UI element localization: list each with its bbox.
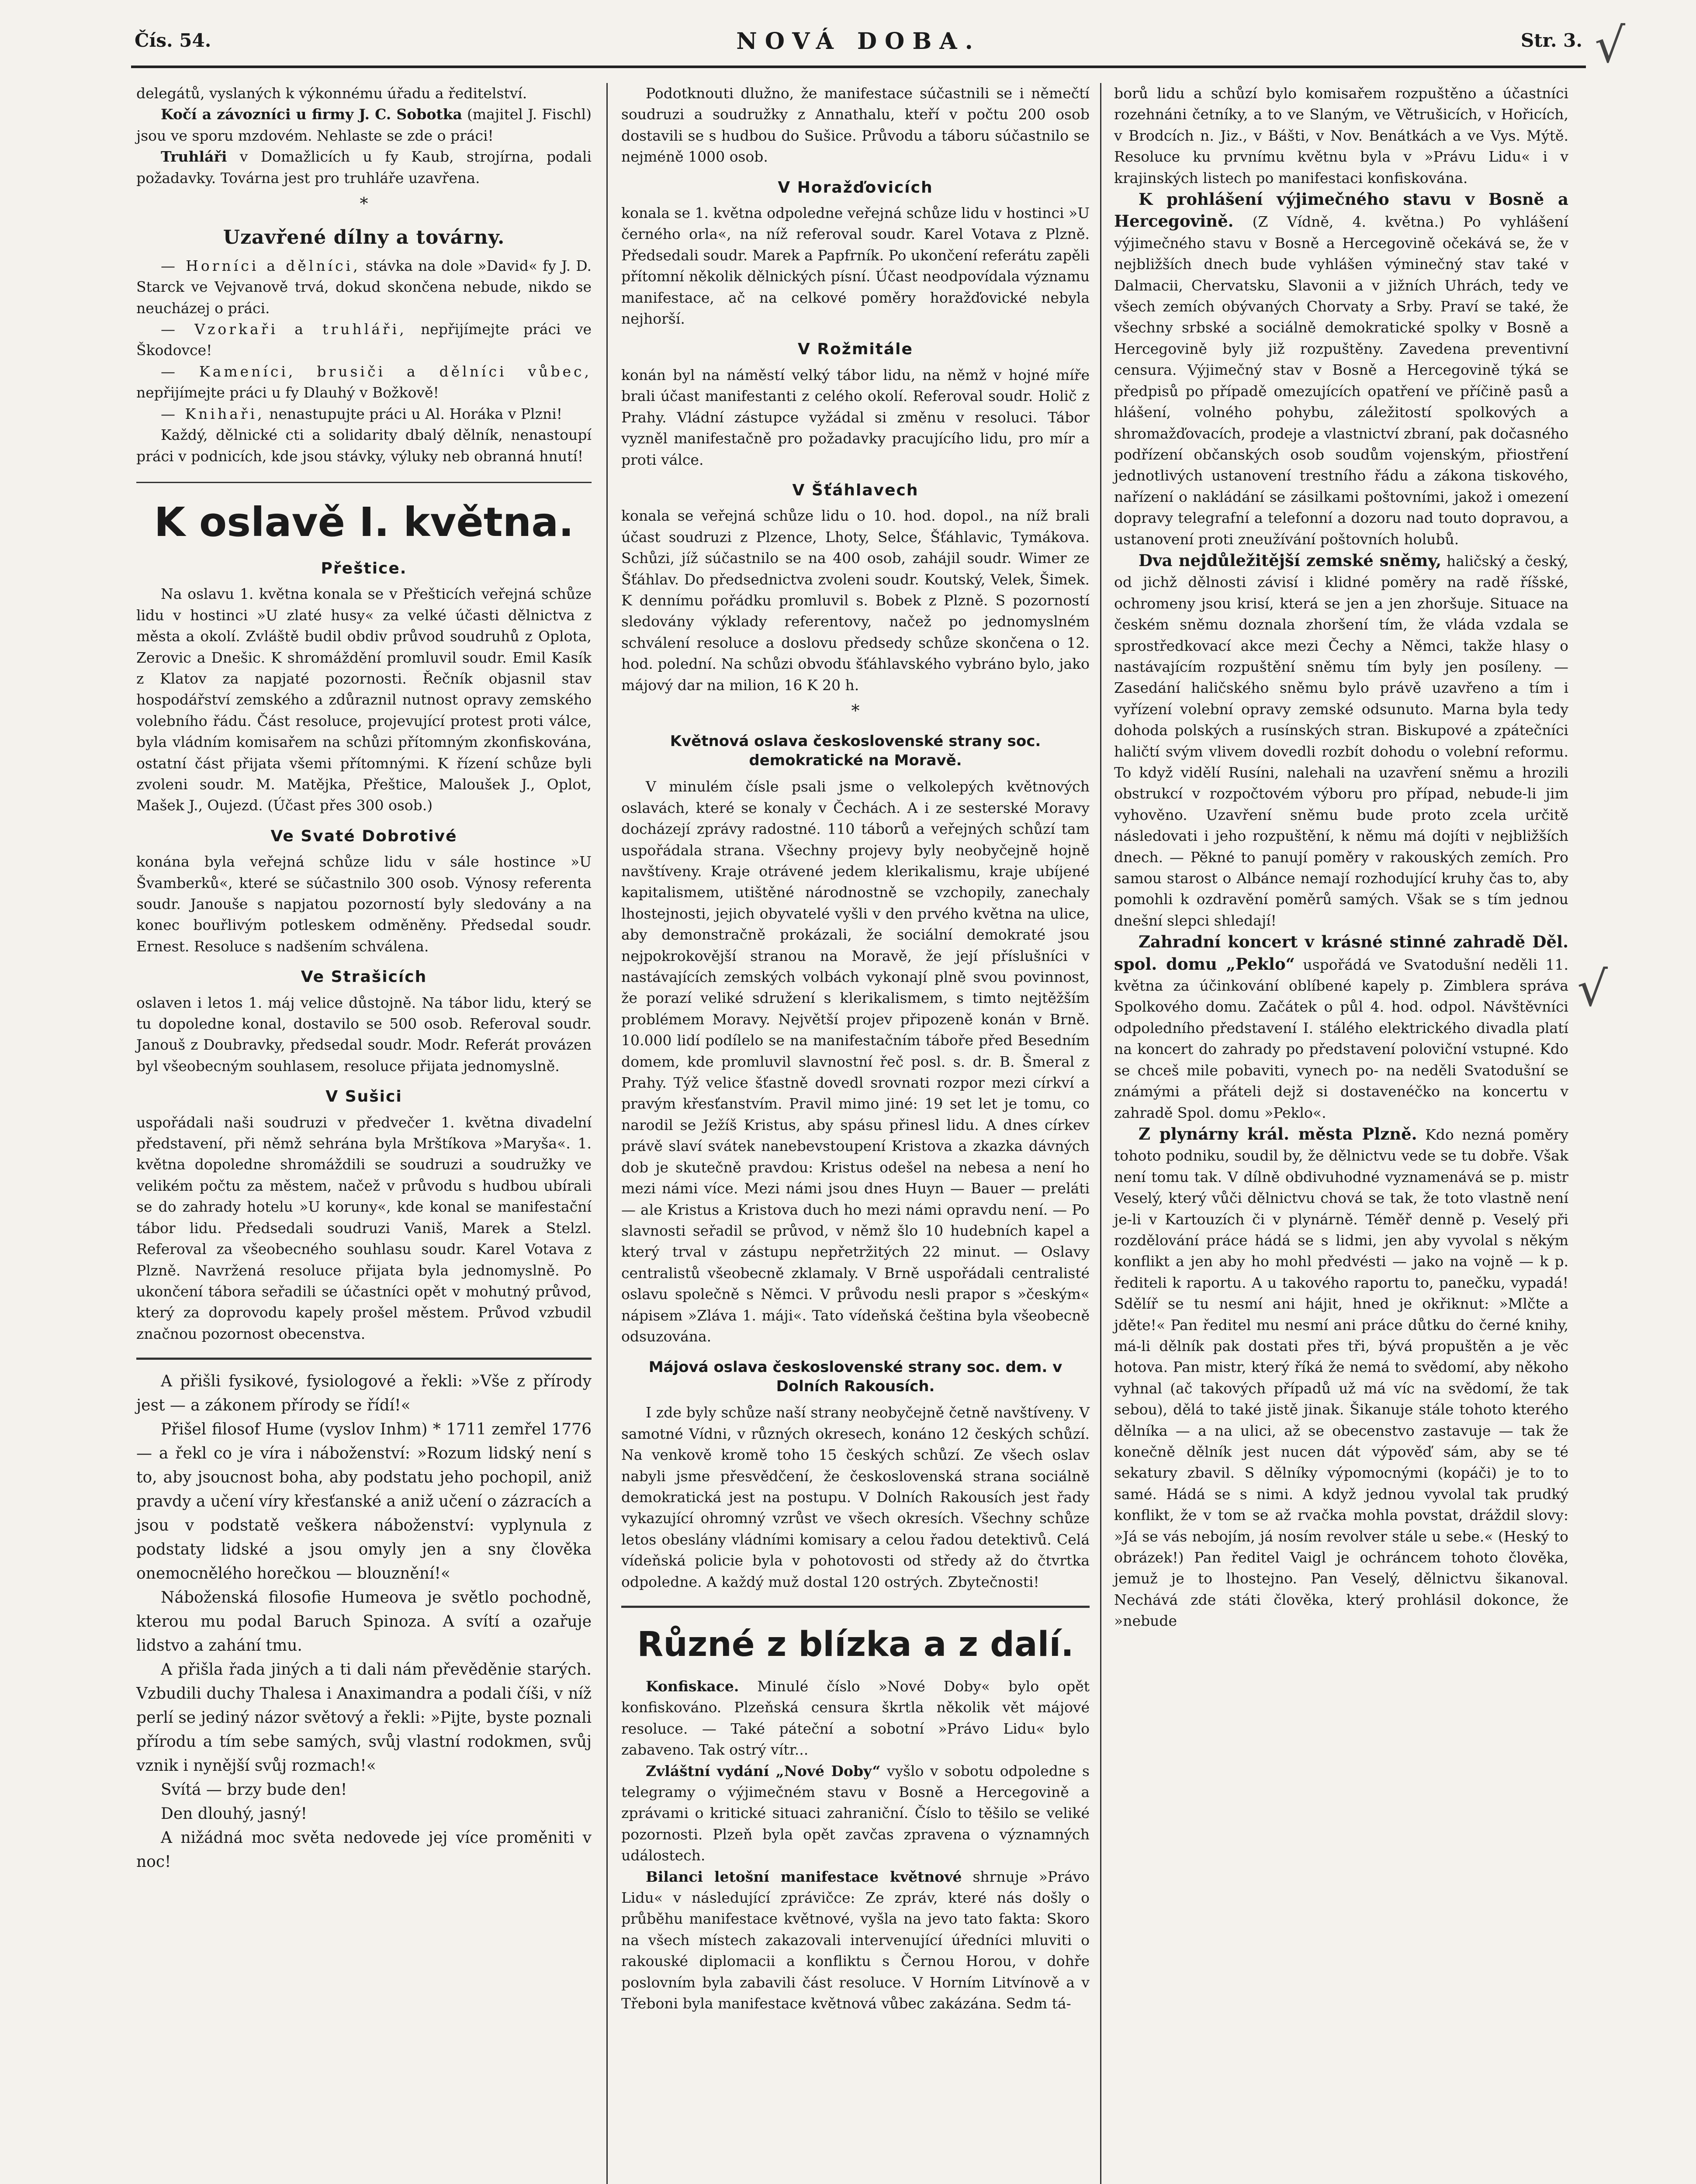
article-paragraph [136,319,592,361]
article-paragraph [1114,1123,1568,1632]
lead-text: Konfiskace. [646,1678,739,1695]
article-paragraph [136,146,592,189]
article-paragraph: Den dlouhý, jasný! [161,1805,307,1823]
lead-text: Kočí a závozníci u firmy J. C. Sobotka [161,106,462,123]
article-paragraph: oslaven i letos 1. máj velice důstojně. Na tábor lidu, který se tu dopoledne konal, dostavilo se 500 osob. Referoval soudr. Janouš z Doubravky, předsedal soudr. Modr. Referát provázen byl všeobecným souhlasem, resoluce přijata jednomyslně. [136,994,592,1075]
issue-number: Čís. 54. [135,30,211,51]
article-paragraph [621,1866,1090,2015]
body-text: nepřijímejte práci u fy Dlauhý v Božkově! [136,384,439,401]
pencil-check-mark-icon: √ [1595,17,1626,73]
article-paragraph: Náboženská filosofie Humeova je světlo pochodně, kterou mu podal Baruch Spinoza. A svítí a ozařuje lidstvo a zahání tmu. [136,1589,592,1655]
article-paragraph: A přišli fysikové, fysiologové a řekli: »Vše z přírody jest — a zákonem přírody se řídí!« [136,1372,592,1415]
lead-text: Z plynárny král. města Plzně. [1139,1124,1417,1144]
body-text: Minulé číslo »Nové Doby« bylo opět konfiskováno. Plzeňská censura škrtla několik vět májové resoluce. — Také páteční a sobotní »Právo Lidu« bylo zabaveno. Tak ostrý vítr... [621,1678,1090,1759]
body-text: (Z Vídně, 4. května.) Po vyhlášení výjimečného stavu v Bosně a Hercegovině očekává se, že v nejbližších dnech bude vyhlášen výminečný stav také v Dalmacii, Chervatsku, Slavonii a v jižních Uhrách, tedy ve všech zemích obývaných Chorvaty a Srby. Praví se také, že všechny srbské a sociálně demokratické spolky v Bosně a Hercegovině byly již rozpuštěny. Zavedena preventivní censura. Výjimečný stav v Bosně a Hercegovině týká se předpisů po případě omezujících opatření ve příčině pasů a hlášení, volného pohybu, záležitostí spolkových a shromažďovacích, prodeje a vlastnictví zbraní, pak dočasného podřízení občanských osob soudům vojenským, přiostření jednotlivých ustanovení trestního řádu a zákona tiskového, nařízení o nakládání se zásilkami poštovními, jakož i omezení dopravy telegrafní a telefonní a dozoru nad touto dopravou, a ustanovení proti zneužívání poštovních holubů. [1114,213,1568,548]
body-text: stávka na dole »David« fy J. D. Starck ve Vejvanově trvá, dokud skončena nebude, nikdo se neucházej o práci. [136,257,592,317]
article-paragraph: V minulém čísle psali jsme o velkolepých květnových oslavách, které se konaly v Čechách. A i ze sesterské Moravy docházejí zprávy radostné. 110 táborů a veřejných schůzí tam uspořádala strana. Všechny projevy byly neobyčejně hojně navštíveny. Kraje otrávené jedem klerikalismu, kraje ubíjené kapitalismem, utištěné národnostně se vzchopily, zanechaly lhostejnosti, jejich obyvatelé vyšli v den prvého května na ulice, aby demonstračně prokázali, že sociální demokraté jsou nejpokrokovější stranou na Moravě, že její příslušníci v nastávajících zemských volbách vykonají plně svou povinnost, že porazí veliké sdružení s klerikalismem, s timto nejtěžším problémem Moravy. Největší projev připozeně konán v Brně. 10.000 lidí podílelo se na manifestačním táboře před Besedním domem, kde promluvil slavnostní řeč posl. s. dr. B. Šmeral z Prahy. Týž velice šťastně dovedl srovnati rozpor mezi církví a pravým křesťanstvím. Pravil mimo jiné: 19 set let je tomu, co narodil se Ježíš Kristus, aby spásu přinesl lidu. A dnes církev právě slaví svátek nanebevstoupení Kristova a zkazka dávných dob je skutečně pravdou: Kristus odešel na nebesa a není ho mezi námi více. Mezi námi jsou dnes Huyn — Bauer — preláti — ale Kristus a Kristova duch ho mezi námi opravdu není. — Po slavnosti seřadil se průvod, v němž šlo 10 hudebních kapel a který trval v zástupu nepřetržitých 22 minut. — Oslavy centralistů všeobecně zklamaly. V Brně uspořádali centralisté oslavu společně s Němci. V průvodu nesli prapor s »českým« nápisem »Zláva 1. máji«. Tato vídeňská čeština byla všeobecně odsuzována. [621,778,1090,1345]
article-paragraph: delegátů, vyslaných k výkonnému úřadu a ředitelství. [136,85,527,102]
article-paragraph: uspořádali naši soudruzi v předvečer 1. května divadelní představení, při němž sehrána byla Mrštíkova »Maryša«. 1. května dopoledne shromáždili se soudruzi a soudružky ve velikém počtu za městem, načež v průvodu s hudbou ubírali se do zahrady hotelu »U koruny«, kde konal se manifestační tábor lidu. Předsedali soudruzi Vaniš, Marek a Stelzl. Referoval za všeobecného souhlasu soudr. Karel Votava z Plzně. Navržená resoluce přijata byla jednomyslně. Po ukončení tábora seřadili se účastníci opět v mohutný průvod, který za doprovodu kapely prošel městem. Průvod vzbudil značnou pozornost obecenstva. [136,1113,592,1342]
pencil-check-mark-icon: √ [1577,961,1608,1017]
separator-star: * [360,194,368,214]
section-heading: V Sušici [325,1088,402,1106]
lead-text: Dva nejdůležitější zemské sněmy, [1139,550,1442,570]
page-number: Str. 3. [1520,30,1582,51]
section-heading: Přeštice. [321,559,407,577]
article-paragraph: konala se 1. května odpoledne veřejná schůze lidu v hostinci »U černého orla«, na níž referoval soudr. Karel Votava z Plzně. Předsedali soudr. Marek a Papfrník. Po ukončení referátu zapěli přítomní několik dělnických písní. Účast neodpovídala významu manifestace, ač na celkové poměry horažďovické nebyla nejhorší. [621,204,1090,328]
section-heading: Ve Strašicích [301,968,427,986]
body-text: nepřijímejte práci ve Škodovce! [136,321,592,359]
body-text: Kdo nezná poměry tohoto podniku, soudil by, že dělnictvu vede se tu dobře. Však není tomu tak. V dílně obdivuhodné vyznamenává se p. mistr Veselý, který vůči dělnictvu chová se tak, že toto vlastně není je-li v Kartouzích či v plynárně. Téměř denně p. Veselý při rozdělování práce hádá se s lidmi, jen aby vyvolal s někým konflikt a jen aby ho mohl předvésti — jako na vojně — k p. řediteli k raportu. A u takového raportu to, panečku, vypadá! Sdělíř se tu nesmí ani hájit, hned je okřiknut: »Mlčte a jděte!« Pan ředitel mu nesmí ani práce důtku do černé knihy, má-li dělník pak dostati přes tři, bývá propuštěn a je věc hotova. Pan mistr, který říká že nemá to svědomí, aby někoho vyhnal (ač takových případů už má víc na svědomí, že tak sebou), dělá to také jistě jinak. Šikanuje stále tohoto kterého dělníka — a na ulici, až se obecenstvo zastavuje — tak že konečně dělník jest nucen dát výpověď sám, aby se té sekatury zbavil. S dělníky výpomocnými (kopáči) je to to samé. Hádá se s nimi. A když jednou vyvolal tak prudký konflikt, že v tom se až rvačka mohla povstat, dráždil slovy: »Já se vás nebojím, já nosím revolver stále u sebe.« (Heský to obrázek!) Pan ředitel Vaigl je ochráncem tohoto člověka, jemuž je to lhostejno. Pan Veselý, dělnictvu šikanoval. Nechává zde státi člověka, který prohlásil dokonce, že »nebude [1114,1126,1569,1630]
article-paragraph: Přišel filosof Hume (vyslov Inhm) * 1711 zemřel 1776 — a řekl co je víra i náboženství: »Rozum lidský není s to, aby jsoucnost boha, aby podstatu jeho pochopil, aniž pravdy a učení víry křesťanské a aniž učení o zázracích a jsou v podstatě veškera náboženství: vyplynula z podstaty lidské a jsou omyly jen a sny člověka onemocnělého horečkou — blouznění!« [136,1420,592,1583]
body-text: uspořádá ve Svatodušní neděli 11. května za účinkování oblíbené kapely p. Zimblera správa Spolkového domu. Začátek o půl 4. hod. odpol. Návštěvníci odpoledního představení I. stálého elektrického divadla platí na koncert do zahrady po představení poloviční vstupné. Kdo se chceš mile pobaviti, vynech po- na neděli Svatodušní se známými a přáteli dejž si dostavenéčko na koncertu v zahradě Spol. domu »Peklo«. [1114,956,1568,1121]
article-paragraph: konala se veřejná schůze lidu o 10. hod. dopol., na níž brali účast soudruzi z Plzence, Lhoty, Selce, Šťáhlavic, Tymákova. Schůzi, jíž súčastnilo se na 400 osob, zahájil soudr. Wimer ze Šťáhlav. Do předsednictva zvoleni soudr. Koutský, Velek, Šimek. K dennímu pořádku promluvil s. Bobek z Plzně. S pozorností sledovány výklady referentovy, načež po jednomyslném schválení resoluce a doslovu předsedy schůze skončena o 12. hod. polední. Na schůzi obvodu šťáhlavského vybráno bylo, jako májový dar na milion, 16 K 20 h. [621,507,1090,694]
article-paragraph: A přišla řada jiných a ti dali nám převěděnie starých. Vzbudili duchy Thalesa i Anaximandra a podali číši, v níž perlí se jediný názor světový a řekli: »Pijte, byste poznali přírodu a tím sebe samých, svůj vlastní rodokmen, svůj vznik i nynější svůj rozmach!« [136,1661,592,1775]
article-paragraph [1114,931,1568,1123]
lead-text: — Knihaři, [161,405,265,422]
section-heading: V Horažďovicích [778,178,933,197]
body-text: vyšlo v sobotu odpoledne s telegramy o výjimečném stavu v Bosně a Hercegovině a zprávami o kritické situaci zahraniční. Číslo to těšilo se veliké pozornosti. Plzeň byla opět zavčas zpravena o významných událostech. [621,1762,1090,1864]
lead-text: — Vzorkaři a truhláři, [161,321,407,338]
article-paragraph [136,104,592,146]
masthead-title: NOVÁ DOBA. [736,28,981,55]
column-divider [1100,83,1101,2184]
body-text: v Domažlicích u fy Kaub, strojírna, podali požadavky. Továrna jest pro truhláře uzavřena. [136,148,592,187]
article-paragraph: borů lidu a schůzí bylo komisařem rozpuštěno a účastníci rozehnáni četníky, a to ve Slaným, ve Větrušicích, v Hořicích, v Brodcích n. Jiz., v Bášti, v Nov. Benátkách a ve Vys. Mýtě. Resoluce ku prvnímu květnu byla v »Právu Lidu« i v krajinských listech po manifestaci konfiskována. [1114,85,1568,187]
rule [621,1606,1090,1608]
lead-text: — Kameníci, brusiči a dělníci vůbec, [161,363,592,380]
article-paragraph [136,404,592,425]
column-3 [1114,83,1568,1632]
body-text: (majitel J. Fischl) jsou ve sporu mzdovém. Nehlaste se zde o práci! [136,106,592,144]
rule [136,1358,592,1360]
column-divider [606,83,608,2184]
body-text: haličský a český, od jichž dělnosti závisí i klidné poměry na radě říšské, ochromeny jsou krisí, která se jen a jen zhoršuje. Situace na českém sněmu doznala zhoršení tím, že vláda vzdala se sprostředkovací akce mezi Čechy a Němci, takže hlasy o nastávajícím rozpuštění sněmu tím byly jen posíleny. — Zasedání haličského sněmu bylo právě uzavřeno a tím i vyřízení volební opravy zemské odsunuto. Marna byla tedy dohoda polských a rusínských stran. Biskupové a zpátečníci haličtí svým vlivem dovedli rozbít dohodu o volební reformu. To když vidělí Rusíni, nalehali na uzavření sněmu a hrozili obstrukcí v rozpočtovém výboru pro případ, nebude-li jim vyhověno. Uzavření sněmu bude proto zcela určitě následovati i jeho rozpuštění, k němu má dojíti v nejbližších dnech. — Pěkné to panují poměry v rakouských zemích. Pro samou starost o Albánce nemají rozhodující kruhy čas to, aby pomohli k ozdravění poměrů samých. Však se s tím jednou dnešní slepci shledají! [1114,552,1568,929]
article-paragraph: I zde byly schůze naší strany neobyčejně četně navštíveny. V samotné Vídni, v různých okresech, konáno 12 českých schůzí. Na venkově kromě toho 15 českých schůzí. Ze všech oslav nabyli jsme přesvědčení, že československá strana sociálně demokratická jest na postupu. V Dolních Rakousích jest řady vykazující ohromný vzrůst ve všech okresích. Všechny schůze letos obeslány vládními komisary a celou řadou detektivů. Celá vídeňská policie byla v pohotovosti od středy až do čtvrtka odpoledne. A každý muž dostal 120 ostrých. Zbytečnosti! [621,1404,1090,1590]
article-paragraph: Podotknouti dlužno, že manifestace súčastnili se i němečtí soudruzi a soudružky z Annathalu, kteří v počtu 200 osob dostavili se s hudbou do Sušice. Průvodu a táboru súčastnilo se nejméně 1000 osob. [621,85,1090,166]
article-paragraph: konán byl na náměstí velký tábor lidu, na němž v hojné míře brali účast manifestanti z celého okolí. Referoval soudr. Holič z Prahy. Vládní zástupce vyžádal si změnu v resoluci. Tábor vyzněl manifestačně pro požadavky pracujícího lidu, pro mír a proti válce. [621,366,1090,468]
article-paragraph [1114,550,1568,931]
body-text: shrnuje »Právo Lidu« v následující zprávičce: Ze zpráv, které nás došly o průběhu manifestace květnové, vyšla na jevo tato fakta: Skoro na všech místech zakazovali intervenující úředníci mluviti o rakouské diplomacii a konfliktu s Černou Horou, v dohře poslovním byla zabavili část resoluce. V Horním Litvínově a v Třeboni byla manifestace květnová vůbec zakázána. Sedm tá- [621,1868,1090,2012]
article-paragraph [136,256,592,319]
separator-star: * [851,701,860,720]
section-heading: Májová oslava československé strany soc. dem. v Dolních Rakousích. [648,1358,1063,1396]
body-text: nenastupujte práci u Al. Horáka v Plzni! [269,405,563,422]
column-1 [136,83,592,1874]
lead-text: K prohlášení výjimečného stavu v Bosně a Hercegovině. [1114,190,1568,231]
lead-text: Zahradní koncert v krásné stinné zahradě Děl. spol. domu „Peklo“ [1114,932,1568,974]
article-paragraph: Na oslavu 1. května konala se v Přešticích veřejná schůze lidu v hostinci »U zlaté husy« za velké účasti dělnictva z města a okolí. Zvláště budil obdiv průvod soudruhů z Oplota, Zerovic a Dnešic. K shromáždění promluvil soudr. Emil Kasík z Klatov za napjaté pozornosti. Řečník objasnil stav hospodářství zemského a zdůraznil nutnost opravy zemského volebního řádu. Část resoluce, projevující protest proti válce, byla vládním komisařem na schůzi přítomným zkonfiskována, ostatní část přijata všemi přítomnými. K řízení schůze byli zvoleni soudr. M. Matějka, Přeštice, Maloušek J., Oplot, Mašek J., Oujezd. (Účast přes 300 osob.) [136,585,592,814]
rule [136,482,592,483]
article-paragraph [621,1761,1090,1866]
major-heading: K oslavě I. května. [154,498,574,546]
article-paragraph: Svítá — brzy bude den! [161,1781,347,1799]
lead-text: Zvláštní vydání „Nové Doby“ [646,1762,881,1780]
section-heading: Uzavřené dílny a továrny. [223,226,505,249]
section-heading: V Šťáhlavech [792,481,919,499]
article-paragraph [1114,189,1568,550]
section-heading: V Rožmitále [798,340,913,359]
page-header [131,26,1586,68]
article-paragraph [621,1676,1090,1761]
section-heading: Květnová oslava československé strany soc. demokratické na Moravě. [670,733,1041,770]
article-paragraph: konána byla veřejná schůze lidu v sále hostince »U Švamberků«, které se súčastnilo 300 osob. Výnosy referenta soudr. Janouše s napjatou pozorností byly sledovány a na konec bouřlivým potleskem odměněny. Předsedal soudr. Ernest. Resoluce s nadšením schválena. [136,853,592,955]
article-paragraph: A nižádná moc světa nedovede jej více proměniti v noc! [136,1829,592,1871]
essay-block [136,1369,592,1874]
article-paragraph [136,361,592,404]
article-paragraph: Každý, dělnické cti a solidarity dbalý dělník, nenastoupí práci v podnicích, kde jsou stávky, výluky neb obranná hnutí! [136,426,592,465]
major-heading: Různé z blízka a z dalí. [637,1625,1074,1664]
column-2 [621,83,1090,2015]
lead-text: Bilanci letošní manifestace květnové [646,1868,962,1885]
lead-text: Truhláři [161,148,227,166]
lead-text: — Horníci a dělníci, [161,257,360,274]
section-heading: Ve Svaté Dobrotivé [270,827,457,845]
